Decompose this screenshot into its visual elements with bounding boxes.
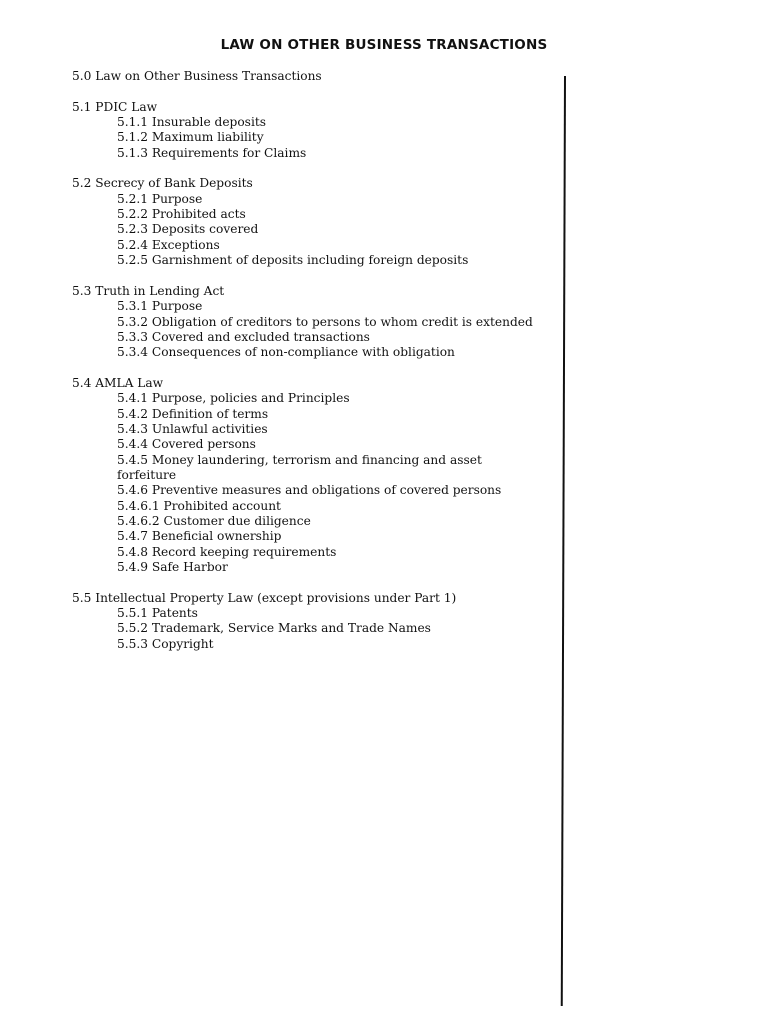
list-item: 5.4.6.1 Prohibited account: [117, 498, 281, 513]
outline-intro-block: [72, 69, 562, 84]
section-heading: 5.5 Intellectual Property Law (except provisions under Part 1): [72, 590, 457, 605]
list-item: 5.4.6.2 Customer due diligence: [117, 513, 311, 528]
outline-intro: 5.0 Law on Other Business Transactions: [72, 69, 322, 83]
list-item: 5.3.2 Obligation of creditors to persons to whom credit is extended: [117, 314, 533, 329]
list-item: 5.3.3 Covered and excluded transactions: [117, 329, 370, 344]
list-item: 5.1.1 Insurable deposits: [117, 115, 266, 130]
list-item: 5.5.2 Trademark, Service Marks and Trade Names: [117, 621, 431, 636]
outline: [72, 69, 562, 667]
page-title: LAW ON OTHER BUSINESS TRANSACTIONS: [220, 37, 548, 53]
list-item: 5.1.3 Requirements for Claims: [117, 145, 307, 160]
section-amla-law: [72, 376, 562, 575]
list-item: 5.4.6 Preventive measures and obligations of covered persons: [117, 483, 502, 498]
list-item: 5.4.5 Money laundering, terrorism and financing and asset forfeiture: [117, 452, 482, 482]
section-heading: 5.1 PDIC Law: [72, 99, 158, 114]
section-truth-in-lending: [72, 284, 562, 361]
list-item: 5.5.1 Patents: [117, 606, 198, 621]
list-item: 5.4.9 Safe Harbor: [117, 560, 228, 574]
list-item: 5.2.1 Purpose: [117, 191, 203, 206]
list-item: 5.4.2 Definition of terms: [117, 406, 269, 421]
list-item: 5.2.5 Garnishment of deposits including foreign deposits: [117, 253, 469, 268]
list-item: 5.2.4 Exceptions: [117, 237, 220, 252]
list-item: 5.4.3 Unlawful activities: [117, 421, 268, 436]
list-item: 5.4.1 Purpose, policies and Principles: [117, 391, 350, 406]
section-heading: 5.4 AMLA Law: [72, 375, 164, 390]
section-heading: 5.2 Secrecy of Bank Deposits: [72, 176, 253, 191]
list-item: 5.4.7 Beneficial ownership: [117, 529, 282, 544]
list-item: 5.2.2 Prohibited acts: [117, 207, 246, 222]
section-pdic-law: [72, 100, 562, 161]
section-secrecy-bank-deposits: [72, 176, 562, 268]
list-item: 5.1.2 Maximum liability: [117, 130, 264, 145]
section-intellectual-property: [72, 591, 562, 652]
section-heading: 5.3 Truth in Lending Act: [72, 283, 225, 298]
list-item: 5.3.4 Consequences of non-compliance with obligation: [117, 345, 455, 360]
list-item: 5.5.3 Copyright: [117, 636, 214, 651]
list-item: 5.3.1 Purpose: [117, 299, 203, 314]
list-item: 5.2.3 Deposits covered: [117, 222, 259, 237]
list-item: 5.4.8 Record keeping requirements: [117, 544, 337, 559]
list-item: 5.4.4 Covered persons: [117, 437, 256, 452]
